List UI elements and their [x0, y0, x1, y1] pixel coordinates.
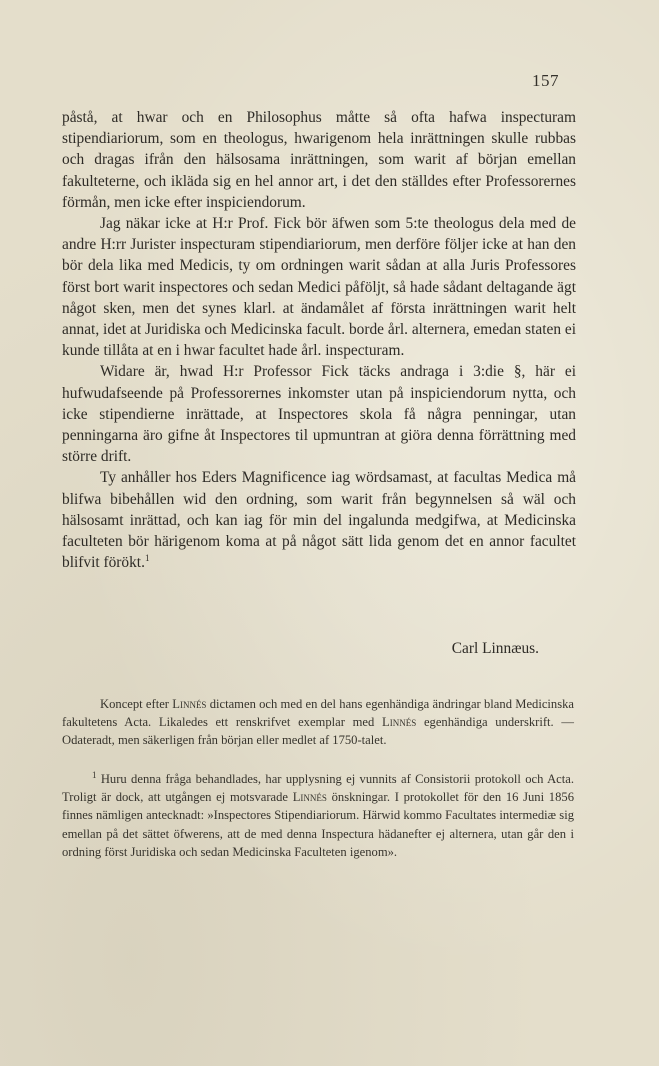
- footnote-before: Huru denna fråga behandlades, har upplysning ej vunnits af Consistorii protokoll och Acta. Troligt är dock, att utgången ej motsvarade: [62, 772, 574, 805]
- paragraph-3: Widare är, hwad H:r Professor Fick täcks andraga i 3:die §, här ei hufwudafseende på Professorernes inkomster utan på inspiciendorum nytta, och icke stipendierne inrättade, at Inspectores skola få några penningar, utan penningarna äro gifne åt Inspectores til upmuntran at giöra denna förrättning med större drift.: [62, 363, 576, 466]
- source-note: [62, 695, 574, 750]
- paragraph-4: [62, 467, 576, 573]
- paragraph-2: Jag näkar icke at H:r Prof. Fick bör äfwen som 5:te theologus dela med de andre H:rr Jurister inspecturam stipendiariorum, men derföre följer icke at han den bör dela lika med Medicis, ty om ordningen warit sådan at alla Juris Professores först bort warit inspectores och sedan Medici påföljt, så hade sådant deltagande ägt något sken, men det synes klarl. at ändamålet af första inrättningen warit helt annat, idet at Juridiska och Medicinska facult. borde årl. alternera, emedan staten ei kunde tillåta at en i hwar facultet hade årl. inspecturam.: [62, 215, 576, 360]
- source-note-middle: dictamen och med en del hans egenhändiga ändringar bland Medicinska fakultetens Acta. Likaledes ett renskrifvet exemplar med: [62, 697, 574, 730]
- page-number: 157: [532, 71, 559, 90]
- footnote-marker: 1: [144, 553, 150, 564]
- paragraph-1: påstå, at hwar och en Philosophus måtte så ofta hafwa inspecturam stipendiariorum, som en theologus, hwarigenom hela inrättningen skulle rubbas och dragas ifrån den hälsosama inrättningen, som warit af början emellan fakulteterne, och ikläda sig en hel annor art, i det den ställdes efter Professorernes förmån, men icke efter inspiciendorum.: [62, 109, 576, 211]
- footnote-text: [62, 770, 574, 861]
- main-text: [62, 107, 576, 573]
- paragraph-4-text: Ty anhåller hos Eders Magnificence iag wördsamast, at facultas Medica må blifwa bibehållen wid den ordning, som warit från begynnelsen så wäl och hälsosamt inrättad, och kan iag för min del ingalunda medgifwa, at Medicinska faculteten bör härigenom koma at på något sätt lida genom det en annor facultet blifvit förökt.: [62, 469, 576, 572]
- source-note-after: egenhändiga underskrift. — Odateradt, men säkerligen från början eller medlet af 1750-talet.: [62, 715, 574, 748]
- source-note-before: Koncept efter: [100, 697, 173, 711]
- footnote: [62, 770, 574, 861]
- footnote-name: Linnés: [292, 790, 327, 805]
- footnote-number: 1: [92, 769, 97, 780]
- source-note-name-2: Linnés: [382, 715, 417, 730]
- footnote-after: önskningar. I protokollet för den 16 Juni 1856 finnes nämligen antecknadt: »Inspectores Stipendiariorum. Härwid kommo Facultates intermediæ sig emellan på det sättet öfwerens, att de med denna Inspectura hädanefter ej alternera, utan går den i ordning först Juridiska och sedan Medicinska Faculteten igenom».: [62, 790, 574, 859]
- source-note-name-1: Linnés: [172, 697, 207, 711]
- source-note-text: [62, 695, 574, 750]
- signature: Carl Linnæus.: [451, 640, 539, 657]
